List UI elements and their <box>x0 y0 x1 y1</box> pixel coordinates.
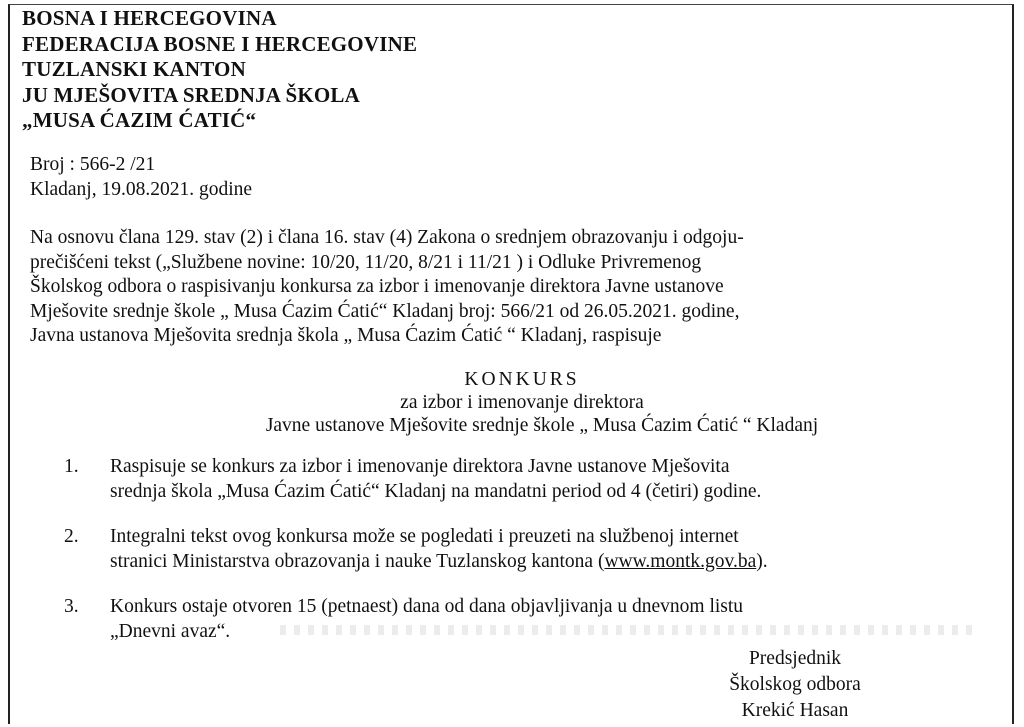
item-text-with-link <box>110 550 1000 575</box>
list-item <box>60 525 1000 574</box>
header-institution: JU MJEŠOVITA SREDNJA ŠKOLA <box>22 82 360 107</box>
header-federation: FEDERACIJA BOSNE I HERCEGOVINE <box>22 31 418 56</box>
signature-name: Krekić Hasan <box>741 700 849 721</box>
list-item <box>60 595 1000 644</box>
item-text: ). <box>756 550 768 572</box>
item-text: Konkurs ostaje otvoren 15 (petnaest) dana od dana objavljivanja u dnevnom listu <box>110 596 744 617</box>
signature-title: Predsjednik <box>748 648 842 669</box>
document-meta <box>30 152 252 202</box>
item-number: 3. <box>64 596 79 617</box>
intro-line: prečišćeni tekst („Službene novine: 10/20, 11/20, 8/21 i 11/21 ) i Odluke Privremenog <box>30 251 702 273</box>
reference-number: Broj : 566-2 /21 <box>30 154 156 175</box>
intro-line: Školskog odbora o raspisivanju konkursa za izbor i imenovanje direktora Javne ustanove <box>30 276 724 297</box>
item-text: „Dnevni avaz“. <box>110 620 231 642</box>
competition-title <box>0 368 1024 437</box>
list-item <box>60 455 1000 504</box>
scan-smudge <box>280 625 980 635</box>
ministry-website-link[interactable]: www.montk.gov.ba <box>604 550 757 572</box>
item-text: Raspisuje se konkurs za izbor i imenovanje direktora Javne ustanove Mješovita <box>110 456 730 477</box>
item-number: 2. <box>64 526 79 547</box>
document-header <box>22 6 417 134</box>
signature-body: Školskog odbora <box>729 674 861 695</box>
item-text: Integralni tekst ovog konkursa može se pogledati i preuzeti na službenoj internet <box>110 526 739 547</box>
intro-line: Javna ustanova Mješovita srednja škola „ Musa Ćazim Ćatić “ Kladanj, raspisuje <box>30 325 662 346</box>
header-canton: TUZLANSKI KANTON <box>22 57 246 81</box>
title-sub1: za izbor i imenovanje direktora <box>400 392 644 413</box>
intro-line: Na osnovu člana 129. stav (2) i člana 16. stav (4) Zakona o srednjem obrazovanju i odgoju- <box>30 227 744 248</box>
header-country: BOSNA I HERCEGOVINA <box>22 6 277 30</box>
title-sub2: Javne ustanove Mješovite srednje škole „ Musa Ćazim Ćatić “ Kladanj <box>265 415 819 436</box>
place-date: Kladanj, 19.08.2021. godine <box>30 179 253 200</box>
intro-paragraph <box>30 226 1010 349</box>
signature-block <box>700 646 890 724</box>
item-number: 1. <box>64 456 79 477</box>
header-school-name: „MUSA ĆAZIM ĆATIĆ“ <box>22 108 257 132</box>
intro-line: Mješovite srednje škole „ Musa Ćazim Ćatić“ Kladanj broj: 566/21 od 26.05.2021. godine, <box>30 300 740 322</box>
item-text: srednja škola „Musa Ćazim Ćatić“ Kladanj na mandatni period od 4 (četiri) godine. <box>110 480 762 502</box>
item-text: stranici Ministarstva obrazovanja i nauke Tuzlanskog kantona ( <box>110 550 605 572</box>
title-main: KONKURS <box>464 369 580 390</box>
